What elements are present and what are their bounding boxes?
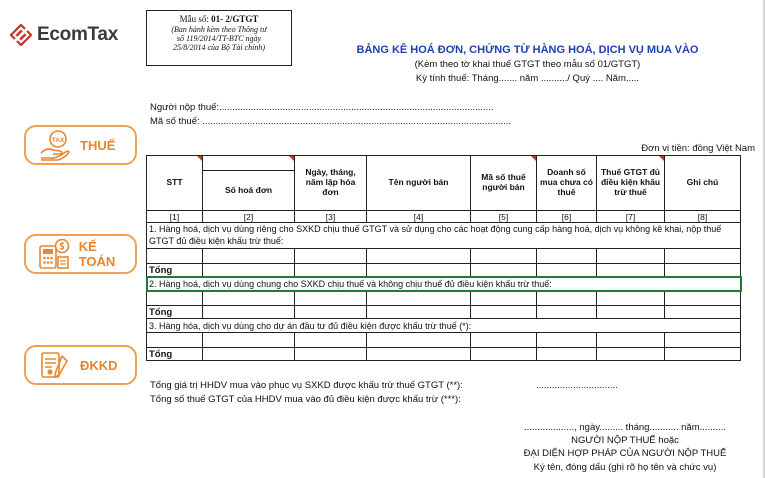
table-cell[interactable]: [597, 333, 665, 348]
form-desc-line-2: số 119/2014/TT-BTC ngày: [176, 34, 262, 44]
taxcode-field[interactable]: Mã số thuế: .....................................................................................................................: [150, 116, 512, 127]
table-cell[interactable]: [367, 291, 471, 306]
index-cell[interactable]: [3]: [295, 211, 367, 223]
index-cell[interactable]: [5]: [471, 211, 537, 223]
table-cell[interactable]: [471, 348, 537, 361]
header-vat[interactable]: Thuế GTGT đủ điều kiện khấu trừ thuế: [597, 156, 665, 211]
form-code-prefix: Mẫu số:: [179, 14, 212, 24]
sidebar-item-ketoan[interactable]: [24, 234, 137, 274]
signature-date[interactable]: ..................., ngày......... tháng........... năm..........: [523, 422, 727, 433]
table-cell[interactable]: [537, 264, 597, 277]
summary-total-tax[interactable]: Tổng số thuế GTGT của HHDV mua vào đủ điều kiện được khấu trừ (***):: [150, 394, 461, 405]
tax-period-line[interactable]: Kỳ tính thuế: Tháng....... năm ........../ Quý .... Năm.....: [415, 73, 640, 84]
section-row: [147, 223, 741, 249]
signature-role-1: NGƯỜI NỘP THUẾ hoặc: [571, 435, 679, 446]
sidebar-item-thue[interactable]: [24, 125, 137, 165]
spreadsheet-form: [140, 0, 765, 478]
table-cell[interactable]: [537, 291, 597, 306]
total-label[interactable]: Tổng: [147, 264, 203, 277]
table-cell[interactable]: [203, 348, 295, 361]
taxpayer-field[interactable]: Người nộp thuế:........................................................................................................: [150, 102, 494, 113]
form-code: 01- 2/GTGT: [211, 14, 259, 24]
index-cell[interactable]: [4]: [367, 211, 471, 223]
table-cell[interactable]: [597, 306, 665, 319]
section-row: [147, 277, 741, 291]
table-cell[interactable]: [203, 333, 295, 348]
index-cell[interactable]: [8]: [665, 211, 741, 223]
header-note[interactable]: Ghi chú: [665, 156, 741, 211]
section-1-label[interactable]: 1. Hàng hoá, dịch vụ dùng riêng cho SXKD chịu thuế GTGT và sử dụng cho các hoạt động cung cấp hàng hoá, dịch vụ không kê khai, nộp thuế GTGT đủ điều kiện khấu trừ thuế:: [147, 223, 741, 249]
total-row: [147, 306, 741, 319]
index-cell[interactable]: [7]: [597, 211, 665, 223]
table-cell[interactable]: [203, 291, 295, 306]
table-cell[interactable]: [147, 249, 203, 264]
index-cell[interactable]: [1]: [147, 211, 203, 223]
table-cell[interactable]: [537, 306, 597, 319]
svg-text:TAX: TAX: [51, 137, 65, 144]
index-cell[interactable]: [6]: [537, 211, 597, 223]
table-cell[interactable]: [665, 264, 741, 277]
table-cell[interactable]: [295, 306, 367, 319]
currency-unit: Đơn vị tiền: đồng Việt Nam: [641, 143, 755, 154]
header-stt[interactable]: STT: [147, 156, 203, 211]
section-3-label[interactable]: 3. Hàng hóa, dịch vụ dùng cho dự án đầu tư đủ điều kiện được khấu trừ thuế (*):: [147, 319, 741, 333]
table-cell[interactable]: [665, 306, 741, 319]
table-cell[interactable]: [203, 249, 295, 264]
table-cell[interactable]: [597, 249, 665, 264]
table-cell[interactable]: [471, 333, 537, 348]
table-cell[interactable]: [367, 264, 471, 277]
header-invoice-group[interactable]: [203, 156, 295, 171]
invoice-table: [146, 155, 741, 361]
table-cell[interactable]: [665, 348, 741, 361]
total-row: [147, 264, 741, 277]
table-cell[interactable]: [367, 333, 471, 348]
total-label[interactable]: Tổng: [147, 306, 203, 319]
table-cell[interactable]: [597, 291, 665, 306]
table-cell[interactable]: [295, 249, 367, 264]
section-row: [147, 319, 741, 333]
table-header-row: [147, 156, 741, 171]
signature-note: Ký tên, đóng dấu (ghi rõ họ tên và chức vụ): [533, 462, 717, 473]
form-desc-line-1: (Ban hành kèm theo Thông tư: [171, 24, 267, 34]
table-index-row: [147, 211, 741, 223]
form-title: BẢNG KÊ HOÁ ĐƠN, CHỨNG TỪ HÀNG HOÁ, DỊCH VỤ MUA VÀO: [356, 44, 699, 56]
table-cell[interactable]: [597, 348, 665, 361]
summary-total-value[interactable]: Tổng giá trị HHDV mua vào phục vụ SXKD được khấu trừ thuế GTGT (**):: [150, 380, 463, 391]
table-cell[interactable]: [537, 249, 597, 264]
index-cell[interactable]: [2]: [203, 211, 295, 223]
table-cell[interactable]: [471, 264, 537, 277]
table-cell[interactable]: [537, 348, 597, 361]
table-cell[interactable]: [665, 291, 741, 306]
table-cell[interactable]: [295, 348, 367, 361]
table-cell[interactable]: [367, 306, 471, 319]
form-subtitle: (Kèm theo tờ khai thuế GTGT theo mẫu số 01/GTGT): [414, 59, 641, 70]
table-cell[interactable]: [147, 333, 203, 348]
sidebar-item-label: KẾ TOÁN: [78, 239, 116, 269]
form-desc-line-3: 25/8/2014 của Bộ Tài chính): [173, 43, 265, 53]
table-cell[interactable]: [367, 249, 471, 264]
header-invoice-no[interactable]: Số hoá đơn: [203, 171, 295, 211]
header-date[interactable]: Ngày, tháng, năm lập hóa đơn: [295, 156, 367, 211]
total-label[interactable]: Tổng: [147, 348, 203, 361]
table-cell[interactable]: [471, 249, 537, 264]
calculator-icon: [36, 235, 73, 273]
form-code-box[interactable]: [146, 10, 292, 66]
table-cell[interactable]: [471, 291, 537, 306]
table-cell[interactable]: [597, 264, 665, 277]
document-pen-icon: [36, 346, 74, 384]
total-row: [147, 348, 741, 361]
sidebar-item-label: ĐKKD: [80, 357, 118, 373]
table-cell[interactable]: [295, 333, 367, 348]
sidebar-item-dkkd[interactable]: [24, 345, 137, 385]
table-cell[interactable]: [537, 333, 597, 348]
table-cell[interactable]: [295, 291, 367, 306]
header-seller[interactable]: Tên người bán: [367, 156, 471, 211]
brand-logo[interactable]: [10, 20, 130, 50]
ecomtax-logo-icon: [10, 24, 32, 46]
sidebar-item-label: THUẾ: [80, 137, 116, 153]
table-cell[interactable]: [147, 291, 203, 306]
table-cell[interactable]: [665, 333, 741, 348]
table-cell[interactable]: [203, 306, 295, 319]
table-cell[interactable]: [295, 264, 367, 277]
signature-role-2: ĐẠI DIỆN HỢP PHÁP CỦA NGƯỜI NỘP THUẾ: [523, 448, 727, 459]
brand-name: EcomTax: [37, 24, 118, 45]
summary-value-dots[interactable]: ...............................: [536, 380, 618, 391]
table-cell[interactable]: [367, 348, 471, 361]
table-row: [147, 333, 741, 348]
section-2-label[interactable]: 2. Hàng hoá, dịch vụ dùng chung cho SXKD chịu thuế và không chịu thuế đủ điều kiện khấu trừ thuế:: [147, 277, 741, 291]
table-row: [147, 291, 741, 306]
table-cell[interactable]: [665, 249, 741, 264]
header-seller-tax[interactable]: Mã số thuế người bán: [471, 156, 537, 211]
table-row: [147, 249, 741, 264]
header-revenue[interactable]: Doanh số mua chưa có thuế: [537, 156, 597, 211]
hand-tax-icon: [36, 126, 74, 164]
table-cell[interactable]: [471, 306, 537, 319]
table-cell[interactable]: [203, 264, 295, 277]
